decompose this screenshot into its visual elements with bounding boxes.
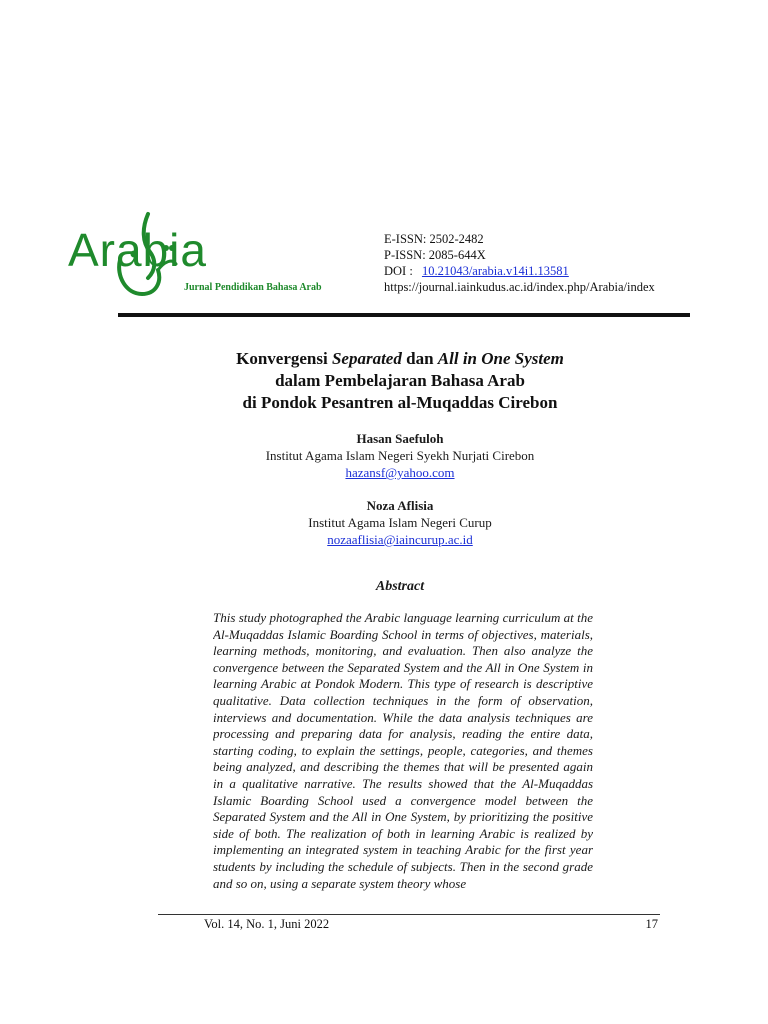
pissn: P-ISSN: 2085-644X xyxy=(384,248,486,262)
footer-divider xyxy=(158,914,660,915)
journal-meta xyxy=(384,231,655,295)
abstract-heading: Abstract xyxy=(375,579,425,594)
author-1 xyxy=(100,430,700,481)
author-email-link[interactable]: nozaaflisia@iaincurup.ac.id xyxy=(327,532,473,547)
volume-info: Vol. 14, No. 1, Juni 2022 xyxy=(204,917,330,931)
logo-wordmark: Arabia xyxy=(68,224,207,276)
doi-row xyxy=(384,263,655,279)
article-title xyxy=(100,348,700,414)
author-2 xyxy=(100,497,700,548)
title-line-3: di Pondok Pesantren al-Muqaddas Cirebon xyxy=(242,393,558,412)
author-name: Hasan Saefuloh xyxy=(356,431,444,446)
header-divider xyxy=(118,313,690,317)
author-email-link[interactable]: hazansf@yahoo.com xyxy=(345,465,455,480)
doi-link[interactable]: 10.21043/arabia.v14i1.13581 xyxy=(421,264,569,278)
journal-url[interactable]: https://journal.iainkudus.ac.id/index.php/Arabia/index xyxy=(384,280,655,294)
title-line-1: Konvergensi Separated dan All in One System xyxy=(236,349,564,368)
author-name: Noza Aflisia xyxy=(366,498,434,513)
title-line-2: dalam Pembelajaran Bahasa Arab xyxy=(275,371,525,390)
logo-subtitle: Jurnal Pendidikan Bahasa Arab xyxy=(184,282,322,293)
page-footer xyxy=(204,917,658,932)
doi-label: DOI : xyxy=(384,264,413,278)
author-affiliation: Institut Agama Islam Negeri Curup xyxy=(308,515,492,530)
eissn: E-ISSN: 2502-2482 xyxy=(384,232,484,246)
abstract-text: This study photographed the Arabic language learning curriculum at the Al-Muqaddas Islamic Boarding School in terms of objectives, materials, learning methods, monitoring, and evaluation. Then also analyze the convergence between the Separated System and the All in One System in learning Arabic at Pondok Modern. This type of research is descriptive qualitative. Data collection techniques in the form of observation, interviews and documentation. While the data analysis techniques are processing and preparing data for analysis, reading the entire data, starting coding, to explain the settings, people, categories, and themes being analyzed, and describing the themes that will be presented again in a qualitative narrative. The results showed that the Al-Muqaddas Islamic Boarding School used a convergence model between the Separated System and the All in One System, by prioritizing the positive side of both. The realization of both in learning Arabic is realized by implementing an integrated system in teaching Arabic for the first year students by including the schedule of subjects. Then in the second grade and so on, using a separate system theory whose xyxy=(213,610,593,891)
author-affiliation: Institut Agama Islam Negeri Syekh Nurjati Cirebon xyxy=(265,448,535,463)
page-number: 17 xyxy=(645,917,658,931)
